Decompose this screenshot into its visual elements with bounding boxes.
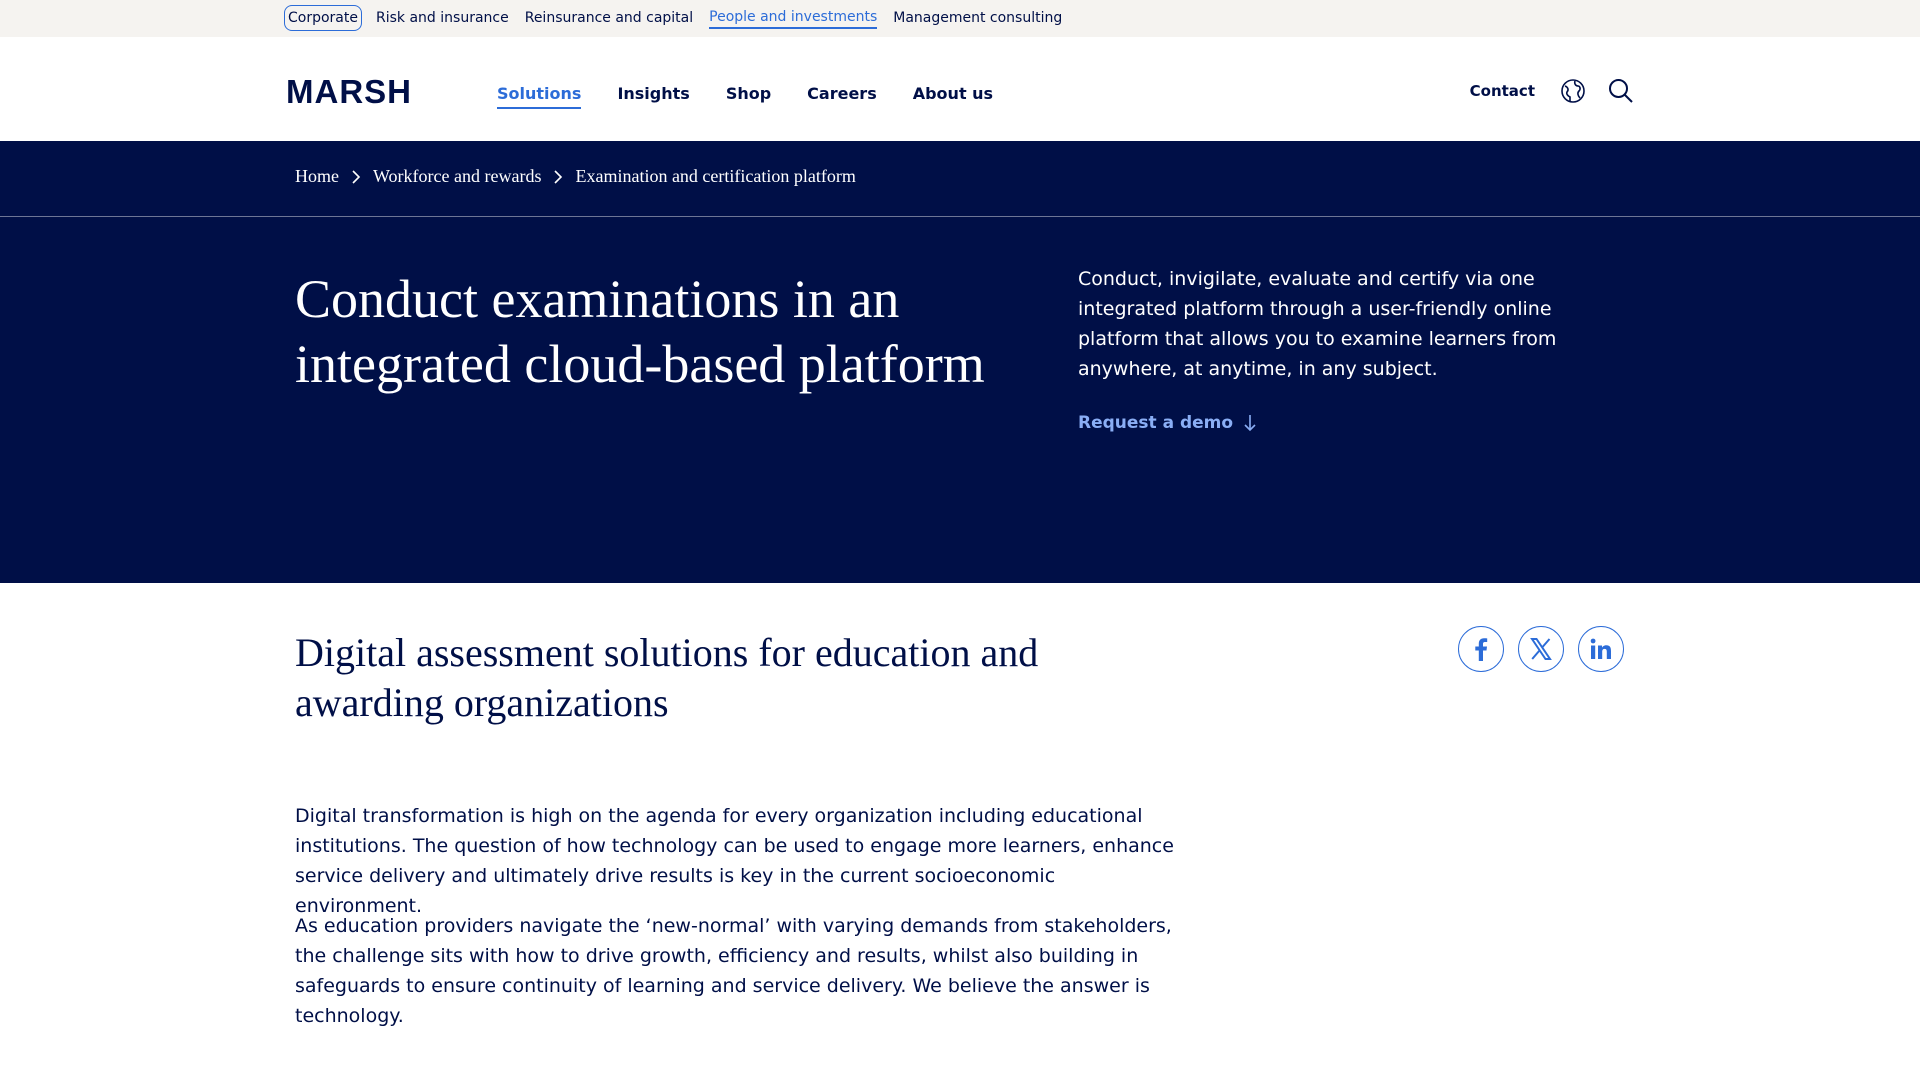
breadcrumb bbox=[295, 166, 856, 187]
utility-item-risk-and-insurance[interactable]: Risk and insurance bbox=[376, 10, 509, 26]
nav-item-about-us[interactable]: About us bbox=[912, 84, 994, 103]
nav-item-careers[interactable]: Careers bbox=[807, 84, 877, 103]
share-buttons bbox=[1458, 626, 1624, 672]
hero-divider bbox=[0, 216, 1920, 217]
header-actions bbox=[1470, 77, 1635, 105]
hero-section bbox=[0, 141, 1920, 583]
utility-bar bbox=[0, 0, 1920, 37]
section-title: Digital assessment solutions for education and awarding organizations bbox=[295, 630, 1039, 725]
body-paragraph-2: As education providers navigate the ‘new-normal’ with varying demands from stakeholders, the challenge sits with how to drive growth, efficiency and results, whilst also building in safeguards to ensure continuity of learning and service delivery. We believe the answer is technology. bbox=[295, 915, 1172, 1027]
nav-item-solutions[interactable]: Solutions bbox=[497, 84, 581, 109]
main-nav bbox=[497, 84, 1029, 109]
hero-description: Conduct, invigilate, evaluate and certify via one integrated platform through a user-friendly online platform that allows you to examine learners from anywhere, at anytime, in any subject. bbox=[1078, 268, 1557, 380]
utility-item-reinsurance-and-capital[interactable]: Reinsurance and capital bbox=[524, 10, 694, 26]
arrow-down-icon bbox=[1243, 414, 1257, 432]
facebook-icon[interactable] bbox=[1458, 626, 1504, 672]
marsh-logo[interactable]: MARSH bbox=[286, 73, 412, 110]
request-demo-label: Request a demo bbox=[1078, 413, 1234, 433]
chevron-right-icon bbox=[541, 169, 575, 185]
x-icon[interactable] bbox=[1518, 626, 1564, 672]
contact-link[interactable]: Contact bbox=[1469, 82, 1535, 100]
site-header bbox=[0, 37, 1920, 141]
breadcrumb-workforce-and-rewards[interactable]: Workforce and rewards bbox=[373, 166, 542, 186]
linkedin-icon[interactable] bbox=[1578, 626, 1624, 672]
body-paragraph-1: Digital transformation is high on the agenda for every organization including educational institutions. The question of how technology can be used to engage more learners, enhance service delivery and ultimately drive results is key in the current socioeconomic environment. bbox=[295, 805, 1174, 917]
globe-icon[interactable] bbox=[1559, 77, 1587, 105]
hero-title: Conduct examinations in an integrated cloud-based platform bbox=[295, 269, 985, 394]
utility-item-management-consulting[interactable]: Management consulting bbox=[893, 10, 1063, 26]
nav-item-shop[interactable]: Shop bbox=[725, 84, 772, 103]
breadcrumb-current-page: Examination and certification platform bbox=[575, 166, 856, 186]
utility-item-corporate[interactable]: Corporate bbox=[284, 5, 362, 31]
utility-nav bbox=[284, 5, 1078, 31]
utility-item-people-and-investments[interactable]: People and investments bbox=[709, 8, 877, 29]
search-icon[interactable] bbox=[1607, 77, 1635, 105]
breadcrumb-home[interactable]: Home bbox=[295, 166, 339, 186]
chevron-right-icon bbox=[339, 169, 373, 185]
nav-item-insights[interactable]: Insights bbox=[617, 84, 690, 103]
request-demo-link[interactable] bbox=[1078, 413, 1257, 433]
